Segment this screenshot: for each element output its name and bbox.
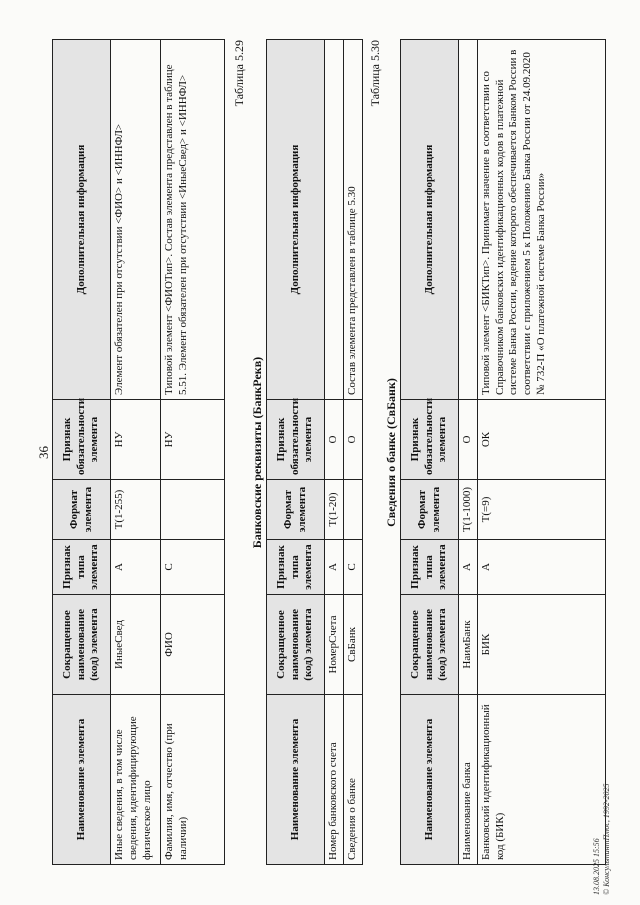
cell-required: О <box>343 400 362 480</box>
cell-format: Т(=9) <box>477 480 605 540</box>
header-element-type: Признак типа элемента <box>401 540 459 595</box>
cell-required: О <box>459 400 478 480</box>
cell-name: Банковский идентификационный код (БИК) <box>477 695 605 865</box>
cell-type: С <box>343 540 362 595</box>
table-title-bank-info: Сведения о банке (СвБанк) <box>384 378 398 527</box>
table-5-30 <box>400 39 606 865</box>
cell-required: О <box>325 400 344 480</box>
cell-info <box>325 40 344 400</box>
table-row <box>459 40 478 865</box>
header-element-name: Наименование элемента <box>267 695 325 865</box>
header-element-required: Признак обязательности элемента <box>267 400 325 480</box>
table-row <box>477 40 605 865</box>
cell-info: Элемент обязателен при отсутствии <ФИО> и <ИННФЛ> <box>111 40 161 400</box>
cell-name: Номер банковского счета <box>325 695 344 865</box>
header-element-name: Наименование элемента <box>53 695 111 865</box>
table-row <box>343 40 362 865</box>
cell-type: А <box>111 540 161 595</box>
cell-code: ФИО <box>161 595 225 695</box>
page-number: 36 <box>36 446 51 459</box>
header-element-type: Признак типа элемента <box>267 540 325 595</box>
table-5-29 <box>266 39 363 865</box>
cell-required: НУ <box>161 400 225 480</box>
cell-name: Сведения о банке <box>343 695 362 865</box>
header-element-required: Признак обязательности элемента <box>53 400 111 480</box>
print-footer <box>592 645 611 895</box>
cell-format <box>161 480 225 540</box>
cell-code: НомерСчета <box>325 595 344 695</box>
header-element-format: Формат элемента <box>401 480 459 540</box>
cell-info <box>459 40 478 400</box>
header-element-format: Формат элемента <box>53 480 111 540</box>
table-row <box>325 40 344 865</box>
table-row <box>161 40 225 865</box>
header-element-type: Признак типа элемента <box>53 540 111 595</box>
cell-format: Т(1-20) <box>325 480 344 540</box>
cell-name: Наименование банка <box>459 695 478 865</box>
table-continuation <box>52 39 225 865</box>
cell-format: Т(1-255) <box>111 480 161 540</box>
table-label-5-30: Таблица 5.30 <box>368 40 382 107</box>
cell-code: ИныеСвед <box>111 595 161 695</box>
cell-code: НаимБанк <box>459 595 478 695</box>
header-additional-info: Дополнительная информация <box>267 40 325 400</box>
cell-info: Состав элемента представлен в таблице 5.30 <box>343 40 362 400</box>
cell-type: А <box>459 540 478 595</box>
cell-name: Иные сведения, в том числе сведения, идентифицирующие физическое лицо <box>111 695 161 865</box>
cell-type: А <box>477 540 605 595</box>
header-element-name: Наименование элемента <box>401 695 459 865</box>
header-element-code: Сокращенное наименование (код) элемента <box>53 595 111 695</box>
cell-code: БИК <box>477 595 605 695</box>
table-header-row <box>267 40 325 865</box>
header-element-format: Формат элемента <box>267 480 325 540</box>
header-additional-info: Дополнительная информация <box>401 40 459 400</box>
header-additional-info: Дополнительная информация <box>53 40 111 400</box>
header-element-required: Признак обязательности элемента <box>401 400 459 480</box>
footer-timestamp: 13.08.2025 15:56 <box>592 838 601 895</box>
table-title-bank-details: Банковские реквизиты (БанкРекв) <box>250 356 264 549</box>
cell-info: Типовой элемент <БИКТип>. Принимает значение в соответствии со Справочником банковских идентификационных кодов в платежной системе Банка России, ведение которого обеспечивается Банком России в соответствии с приложением 5 к Положению Банка России от 24.09.2020 № 732-П «О платежной системе Банка России» <box>477 40 605 400</box>
table-header-row <box>53 40 111 865</box>
header-element-code: Сокращенное наименование (код) элемента <box>401 595 459 695</box>
cell-format: Т(1-1000) <box>459 480 478 540</box>
table-row <box>111 40 161 865</box>
cell-info: Типовой элемент <ФИОТип>. Состав элемента представлен в таблице 5.51. Элемент обязателен при отсутствии <ИныеСвед> и <ИННФЛ> <box>161 40 225 400</box>
cell-type: С <box>161 540 225 595</box>
cell-type: А <box>325 540 344 595</box>
table-label-5-29: Таблица 5.29 <box>232 40 246 107</box>
cell-format <box>343 480 362 540</box>
footer-source: © КонсультантПлюс, 1992-2025 <box>601 783 611 895</box>
header-element-code: Сокращенное наименование (код) элемента <box>267 595 325 695</box>
table-header-row <box>401 40 459 865</box>
cell-name: Фамилия, имя, отчество (при наличии) <box>161 695 225 865</box>
cell-code: СвБанк <box>343 595 362 695</box>
cell-required: НУ <box>111 400 161 480</box>
cell-required: ОК <box>477 400 605 480</box>
